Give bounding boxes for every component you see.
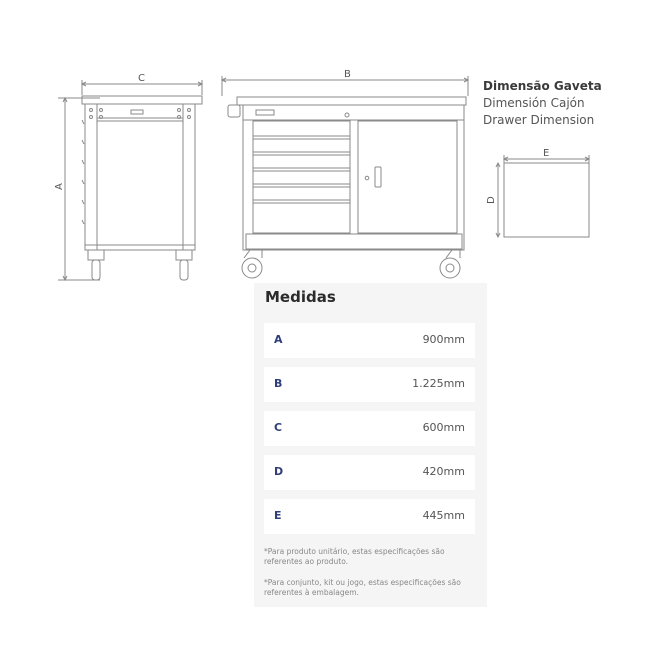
dimension-label-c: C	[138, 73, 145, 84]
measures-card	[254, 283, 487, 607]
dimension-label-d: D	[486, 196, 497, 204]
caption-pt: Dimensão Gaveta	[483, 79, 602, 93]
measure-row-a	[264, 323, 475, 358]
measure-key: E	[274, 509, 282, 522]
drawer-dimension-caption	[483, 78, 602, 129]
front-view-drawing	[222, 76, 468, 278]
dimension-label-a: A	[54, 183, 65, 190]
caption-en: Drawer Dimension	[483, 113, 595, 127]
note-kit: *Para conjunto, kit ou jogo, estas especificações são referentes à embalagem.	[264, 578, 461, 597]
drawer-view-drawing	[496, 155, 589, 237]
dimension-label-b: B	[344, 69, 351, 80]
measure-key: B	[274, 377, 283, 390]
note-product: *Para produto unitário, estas especificações são referentes ao produto.	[264, 547, 445, 566]
measure-row-c	[264, 411, 475, 446]
measure-value: 420mm	[422, 465, 465, 478]
measure-row-b	[264, 367, 475, 402]
measure-key: C	[274, 421, 283, 434]
caption-es: Dimensión Cajón	[483, 96, 585, 110]
measures-title: Medidas	[265, 288, 336, 306]
measure-value: 1.225mm	[412, 377, 465, 390]
measure-value: 600mm	[422, 421, 465, 434]
technical-drawing	[0, 0, 650, 290]
measure-value: 445mm	[422, 509, 465, 522]
measure-value: 900mm	[422, 333, 465, 346]
measure-row-e	[264, 499, 475, 534]
dimension-label-e: E	[543, 148, 550, 159]
side-view-drawing	[58, 80, 202, 280]
measure-key: A	[274, 333, 283, 346]
measure-row-d	[264, 455, 475, 490]
measure-key: D	[274, 465, 284, 478]
